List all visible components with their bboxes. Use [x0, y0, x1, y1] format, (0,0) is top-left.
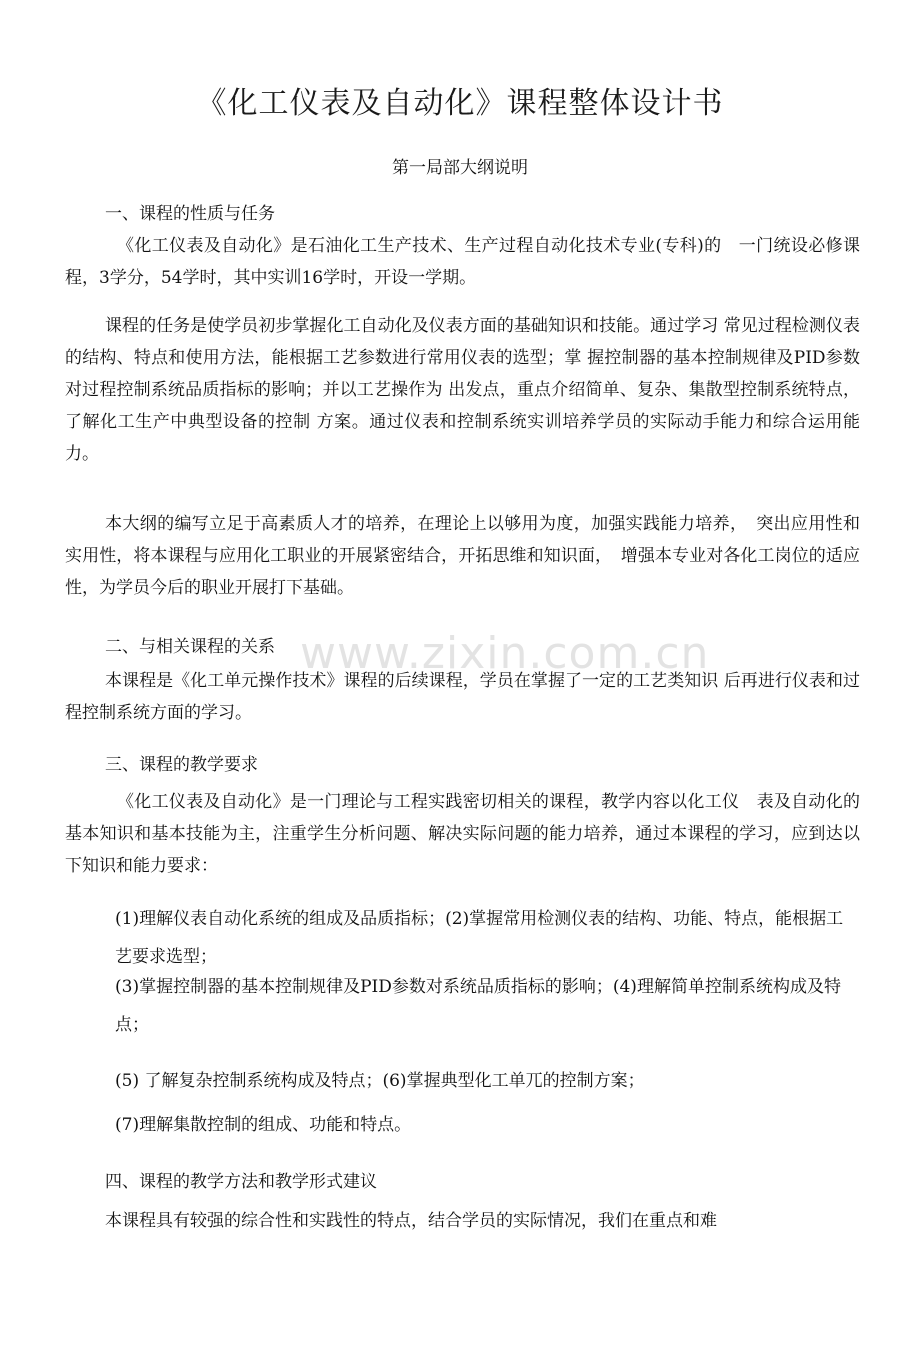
- section-heading-4: 四、课程的教学方法和教学形式建议: [105, 1172, 377, 1192]
- section-2-paragraph-1: 本课程是《化工单元操作技术》课程的后续课程，学员在掌握了一定的工艺类知识 后再进行仪表和过程控制系统方面的学习。: [65, 671, 860, 723]
- watermark: www.zixin.com.cn: [300, 628, 710, 679]
- section-4-paragraph-1: 本课程具有较强的综合性和实践性的特点，结合学员的实际情况，我们在重点和难: [105, 1211, 717, 1231]
- requirement-item-4: (7)理解集散控制的组成、功能和特点。: [115, 1115, 412, 1135]
- requirement-item-1: (1)理解仪表自动化系统的组成及品质指标；(2)掌握常用检测仪表的结构、功能、特点，能根据工艺要求选型；: [115, 909, 844, 967]
- requirement-item-3: (5) 了解复杂控制系统构成及特点；(6)掌握典型化工单兀的控制方案；: [115, 1071, 645, 1091]
- section-1-paragraph-2: 课程的任务是使学员初步掌握化工自动化及仪表方面的基础知识和技能。通过学习 常见过程检测仪表的结构、特点和使用方法，能根据工艺参数进行常用仪表的选型；掌 握控制器的基本控制规律及PID参数对过程控制系统品质指标的影响；并以工艺操作为 出发点，重点介绍简单、复杂、集散型控制系统特点，了解化工生产中典型设备的控制 方案。通过仪表和控制系统实训培养学员的实际动手能力和综合运用能力。: [65, 316, 860, 464]
- section-3-paragraph-1: 《化工仪表及自动化》是一门理论与工程实践密切相关的课程，教学内容以化工仪 表及自动化的基本知识和基本技能为主，注重学生分析问题、解决实际问题的能力培养，通过本课程的学习，应到达以下知识和能力要求：: [65, 792, 860, 876]
- section-heading-3: 三、课程的教学要求: [105, 755, 258, 775]
- section-1-paragraph-1: 《化工仪表及自动化》是石油化工生产技术、生产过程自动化技术专业(专科)的 一门统设必修课程，3学分，54学时，其中实训16学时，开设一学期。: [65, 236, 860, 288]
- section-heading-1: 一、课程的性质与任务: [105, 204, 275, 224]
- section-1-paragraph-3: 本大纲的编写立足于高素质人才的培养，在理论上以够用为度，加强实践能力培养， 突出应用性和实用性，将本课程与应用化工职业的开展紧密结合，开拓思维和知识面， 增强本专业对各化工岗位的适应性，为学员今后的职业开展打下基础。: [65, 514, 860, 598]
- requirement-item-2: (3)掌握控制器的基本控制规律及PID参数对系统品质指标的影响；(4)理解简单控制系统构成及特点；: [115, 977, 841, 1035]
- section-heading-2: 二、与相关课程的关系: [105, 637, 275, 657]
- document-title: 《化工仪表及自动化》课程整体设计书: [196, 86, 724, 121]
- document-subtitle: 第一局部大纲说明: [392, 158, 528, 178]
